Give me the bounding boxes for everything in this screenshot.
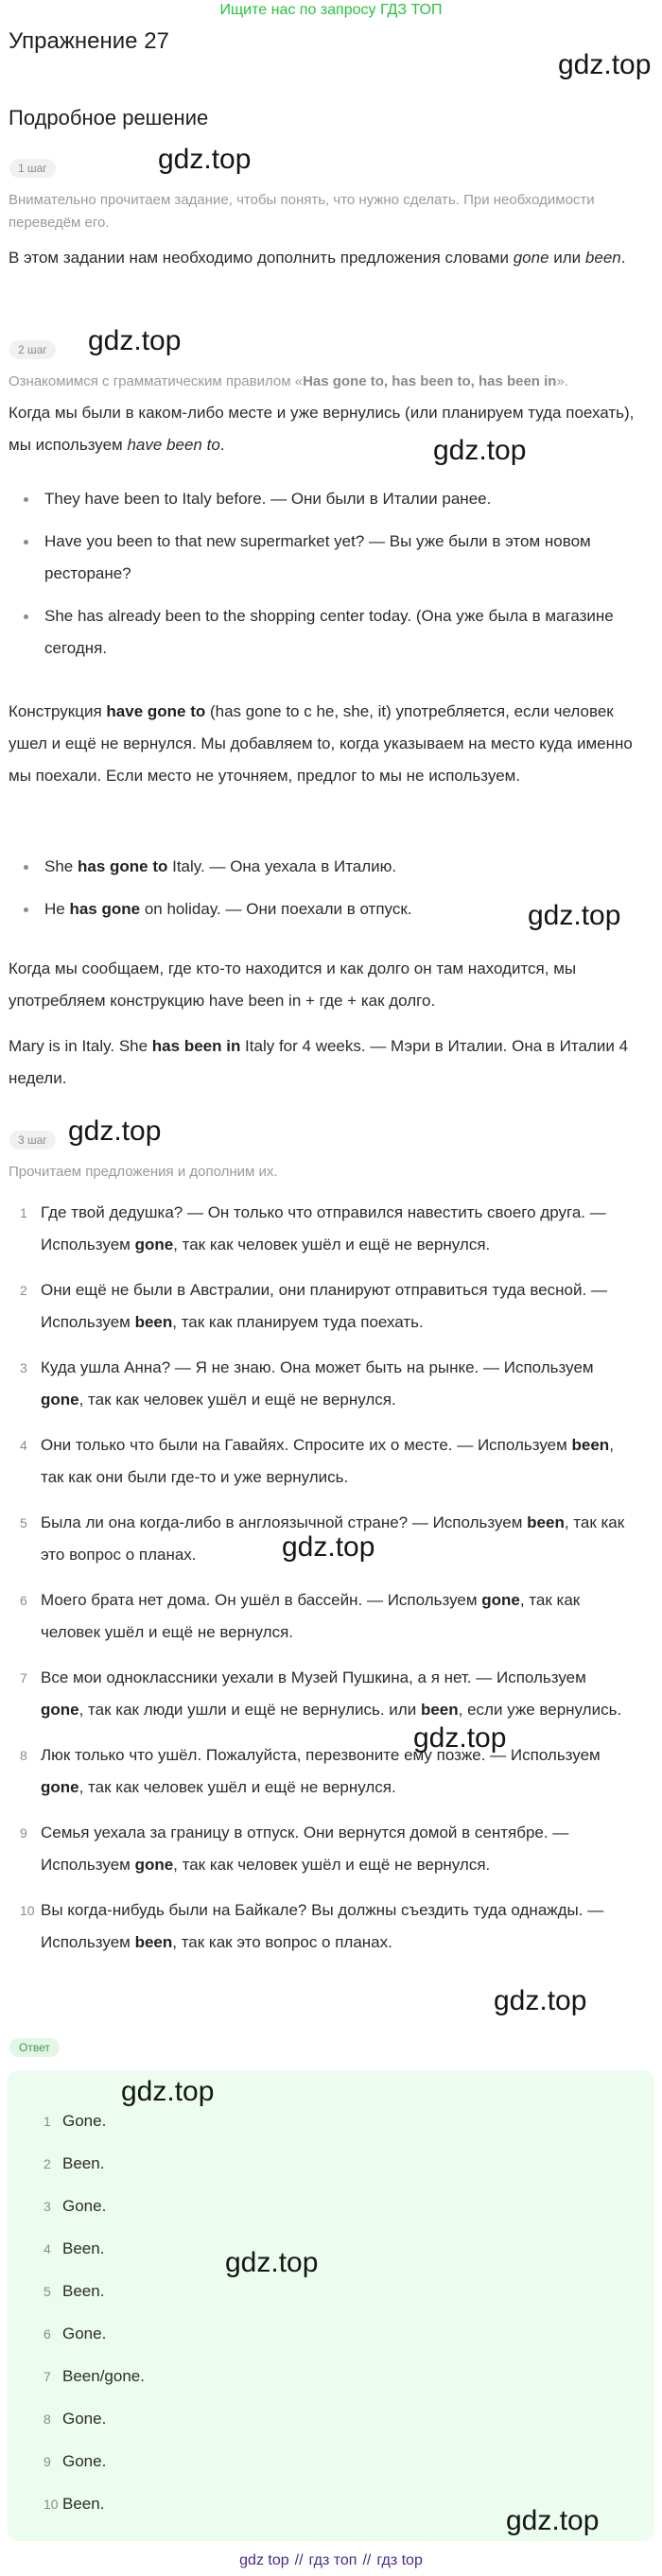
footer-separator: // — [362, 2552, 372, 2568]
watermark: gdz.top — [506, 2505, 600, 2536]
watermark: gdz.top — [413, 1722, 507, 1754]
step2-intro: Когда мы были в каком-либо месте и уже вернулись (или планируем туда поехать), мы используем have been to. — [9, 404, 635, 454]
watermark: gdz.top — [68, 1115, 162, 1147]
list-item: 5 Been. — [44, 2282, 105, 2300]
step1-text: В этом задании нам необходимо дополнить предложения словами gone или been. — [9, 249, 626, 267]
list-item: 3 Куда ушла Анна? — Я не знаю. Она может быть на рынке. — Используем gone, так как человек ушёл и ещё не вернулся. — [20, 1358, 594, 1409]
list-item: 5 Была ли она когда-либо в англоязычной стране? — Используем been, так как это вопрос о планах. — [20, 1513, 625, 1564]
top-banner: Ищите нас по запросу ГДЗ ТОП — [219, 2, 443, 18]
watermark: gdz.top — [558, 49, 652, 80]
watermark: gdz.top — [88, 325, 182, 356]
answer-badge: Ответ — [9, 2038, 60, 2057]
answer-list — [8, 2108, 613, 2533]
list-item: 6 Gone. — [44, 2325, 107, 2343]
list-item: 7 Been/gone. — [44, 2367, 145, 2385]
watermark: gdz.top — [494, 1985, 587, 2016]
section-heading: Подробное решение — [9, 106, 209, 130]
list-item: 9 Семья уехала за границу в отпуск. Они вернутся домой в сентябре. — Используем gone, так как человек ушёл и ещё не вернулся. — [20, 1824, 569, 1874]
list-item: She has gone to Italy. — Она уехала в Италию. — [9, 851, 633, 883]
list-item: 6 Моего брата нет дома. Он ушёл в бассейн. — Используем gone, так как человек ушёл и ещё не вернулся. — [20, 1591, 581, 1641]
list-item: 4 Они только что были на Гавайях. Спросите их о месте. — Используем been, так как они были где-то и уже вернулись. — [20, 1436, 614, 1486]
list-item: 3 Gone. — [44, 2197, 107, 2215]
step-badge-3: 3 шаг — [9, 1131, 56, 1150]
step3-note: Прочитаем предложения и дополним их. — [9, 1164, 278, 1180]
list-item: 10 Вы когда-нибудь были на Байкале? Вы должны съездить туда однажды. — Используем been, так как это вопрос о планах. — [20, 1901, 604, 1951]
answer-box — [8, 2070, 654, 2541]
list-item: 8 Gone. — [44, 2410, 107, 2428]
sentences-list — [9, 1197, 633, 1959]
watermark: gdz.top — [225, 2247, 319, 2278]
list-item: Have you been to that new supermarket yet? — Вы уже были в этом новом ресторане? — [9, 526, 633, 590]
footer-link[interactable]: гдз топ — [308, 2552, 357, 2568]
watermark: gdz.top — [121, 2076, 215, 2107]
watermark: gdz.top — [433, 435, 527, 466]
list-item: She has already been to the shopping center today. (Она уже была в магазине сегодня. — [9, 600, 633, 665]
list-item: 9 Gone. — [44, 2452, 107, 2470]
been-in-rule-text: Когда мы сообщаем, где кто-то находится и как долго он там находится, мы употребляем конструкцию have been in + где + как долго. — [9, 960, 577, 1010]
footer-links — [0, 2552, 662, 2569]
list-item: 2 Они ещё не были в Австралии, они планируют отправиться туда весной. — Используем been, так как планируем туда поехать. — [20, 1281, 607, 1331]
watermark: gdz.top — [528, 900, 621, 931]
list-item: 1 Gone. — [44, 2112, 107, 2130]
list-item: He has gone on holiday. — Они поехали в отпуск. — [9, 893, 633, 925]
list-item: 7 Все мои одноклассники уехали в Музей Пушкина, а я нет. — Используем gone, так как люди ушли и ещё не вернулись. или been, если уже вернулись. — [20, 1668, 622, 1719]
list-item: 2 Been. — [44, 2154, 105, 2172]
step-badge-2: 2 шаг — [9, 340, 56, 359]
watermark: gdz.top — [158, 144, 252, 175]
list-item: 4 Been. — [44, 2239, 105, 2257]
watermark: gdz.top — [282, 1531, 375, 1563]
list-item: 10 Been. — [44, 2495, 105, 2513]
gone-rule-text: Конструкция have gone to (has gone to с he, she, it) употребляется, если человек ушел и ещё не вернулся. Мы добавляем to, когда указываем на место куда именно мы поехали. Если место не уточняем, предлог to мы не используем. — [9, 702, 633, 785]
page-title: Упражнение 27 — [9, 28, 169, 54]
step-badge-1: 1 шаг — [9, 159, 56, 178]
list-item: They have been to Italy before. — Они были в Италии ранее. — [9, 483, 633, 515]
step1-note: Внимательно прочитаем задание, чтобы понять, что нужно сделать. При необходимости переведём его. — [9, 192, 595, 231]
examples-list — [9, 483, 633, 665]
footer-link[interactable]: gdz top — [239, 2552, 289, 2568]
step2-note: Ознакомимся с грамматическим правилом «Has gone to, has been to, has been in». — [9, 373, 568, 389]
mary-example: Mary is in Italy. She has been in Italy for 4 weeks. — Мэри в Италии. Она в Италии 4 недели. — [9, 1037, 629, 1087]
footer-link[interactable]: гдз top — [376, 2552, 423, 2568]
list-item: 1 Где твой дедушка? — Он только что отправился навестить своего друга. — Используем gone, так как человек ушёл и ещё не вернулся. — [20, 1203, 606, 1253]
footer-separator: // — [294, 2552, 304, 2568]
list-item: 8 Люк только что ушёл. Пожалуйста, перезвоните ему позже. — Используем gone, так как человек ушёл и ещё не вернулся. — [20, 1746, 601, 1796]
